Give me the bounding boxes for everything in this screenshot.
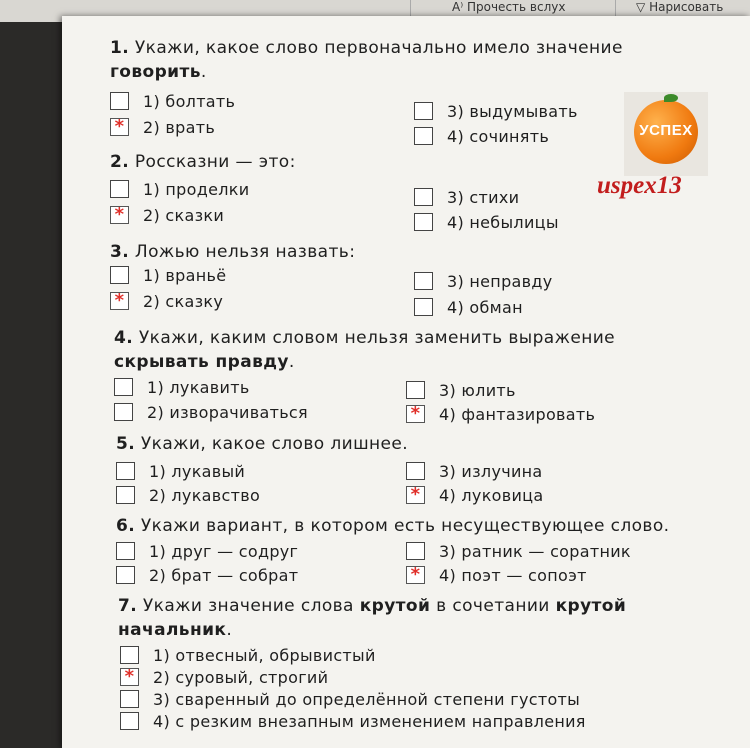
read-aloud-label: Прочесть вслух — [466, 0, 566, 14]
q1-option-3[interactable]: 3) выдумывать — [414, 100, 578, 122]
checkbox[interactable] — [116, 566, 135, 584]
q7-option-4[interactable]: 4) с резким внезапным изменением направления — [120, 710, 586, 732]
checkbox[interactable] — [116, 462, 135, 480]
q3-option-4[interactable]: 4) обман — [414, 296, 523, 318]
q6-option-3[interactable]: 3) ратник — соратник — [406, 540, 631, 562]
read-aloud-icon: A⁾ — [452, 0, 464, 14]
q5-option-3[interactable]: 3) излучина — [406, 460, 543, 482]
question-1-title-cont: говорить. — [110, 62, 207, 82]
q6-option-2[interactable]: 2) брат — собрат — [116, 564, 298, 586]
q1-option-2[interactable]: * 2) врать — [110, 116, 215, 138]
checkbox[interactable] — [110, 266, 129, 284]
q5-option-2[interactable]: 2) лукавство — [116, 484, 260, 506]
checkbox[interactable] — [114, 403, 133, 421]
checkbox[interactable] — [414, 272, 433, 290]
checkbox[interactable] — [406, 542, 425, 560]
asterisk-check-icon: * — [410, 564, 421, 585]
q4-option-4[interactable]: * 4) фантазировать — [406, 403, 595, 425]
question-7-title-cont: начальник. — [118, 620, 233, 640]
checkbox[interactable] — [406, 381, 425, 399]
checkbox[interactable] — [414, 298, 433, 316]
question-1-title: 1. Укажи, какое слово первоначально имело значение — [110, 38, 623, 58]
q3-option-2[interactable]: * 2) сказку — [110, 290, 223, 312]
checkbox[interactable] — [414, 102, 433, 120]
q5-option-1[interactable]: 1) лукавый — [116, 460, 245, 482]
checkbox-checked[interactable] — [406, 486, 425, 504]
checkbox[interactable] — [406, 462, 425, 480]
asterisk-check-icon: * — [124, 666, 135, 687]
q4-option-3[interactable]: 3) юлить — [406, 379, 516, 401]
q2-option-4[interactable]: 4) небылицы — [414, 211, 559, 233]
question-6-title: 6. Укажи вариант, в котором есть несуществующее слово. — [116, 516, 670, 536]
q7-option-1[interactable]: 1) отвесный, обрывистый — [120, 644, 376, 666]
checkbox[interactable] — [120, 646, 139, 664]
asterisk-check-icon: * — [114, 116, 125, 137]
question-4-title: 4. Укажи, каким словом нельзя заменить выражение — [114, 328, 616, 348]
q2-option-1[interactable]: 1) проделки — [110, 178, 249, 200]
checkbox[interactable] — [414, 188, 433, 206]
draw-label: Нарисовать — [649, 0, 724, 14]
q6-option-1[interactable]: 1) друг — содруг — [116, 540, 298, 562]
question-3-title: 3. Ложью нельзя назвать: — [110, 242, 356, 262]
checkbox[interactable] — [414, 213, 433, 231]
checkbox[interactable] — [110, 180, 129, 198]
checkbox-checked[interactable] — [406, 405, 425, 423]
asterisk-check-icon: * — [410, 484, 421, 505]
question-2-title: 2. Россказни — это: — [110, 152, 296, 172]
checkbox[interactable] — [414, 127, 433, 145]
q3-option-1[interactable]: 1) враньё — [110, 264, 226, 286]
question-7-phrase-part1: крутой — [555, 596, 627, 616]
checkbox-checked[interactable] — [120, 668, 139, 686]
asterisk-check-icon: * — [114, 204, 125, 225]
q5-option-4[interactable]: * 4) луковица — [406, 484, 543, 506]
q3-option-3[interactable]: 3) неправду — [414, 270, 553, 292]
checkbox[interactable] — [116, 486, 135, 504]
q2-option-3[interactable]: 3) стихи — [414, 186, 519, 208]
draw-icon: ▽ — [636, 0, 646, 14]
checkbox[interactable] — [110, 92, 129, 110]
checkbox[interactable] — [114, 378, 133, 396]
question-7-phrase-part2: начальник — [118, 620, 227, 640]
q1-option-1[interactable]: 1) болтать — [110, 90, 235, 112]
asterisk-check-icon: * — [114, 290, 125, 311]
leaf-icon — [664, 94, 678, 102]
checkbox-checked[interactable] — [110, 206, 129, 224]
asterisk-check-icon: * — [410, 403, 421, 424]
checkbox-checked[interactable] — [110, 292, 129, 310]
brand-watermark: uspex13 — [597, 172, 682, 199]
question-4-title-cont: скрывать правду. — [114, 352, 295, 372]
uspex-logo: УСПЕХ — [624, 92, 708, 176]
checkbox[interactable] — [116, 542, 135, 560]
question-7-title: 7. Укажи значение слова крутой в сочетании крутой — [118, 596, 627, 616]
q7-option-2[interactable]: * 2) суровый, строгий — [120, 666, 328, 688]
q4-option-1[interactable]: 1) лукавить — [114, 376, 250, 398]
q7-option-3[interactable]: 3) сваренный до определённой степени густоты — [120, 688, 580, 710]
q6-option-4[interactable]: * 4) поэт — сопоэт — [406, 564, 587, 586]
question-5-title: 5. Укажи, какое слово лишнее. — [116, 434, 409, 454]
q1-option-4[interactable]: 4) сочинять — [414, 125, 549, 147]
checkbox[interactable] — [120, 690, 139, 708]
checkbox-checked[interactable] — [406, 566, 425, 584]
checkbox-checked[interactable] — [110, 118, 129, 136]
q4-option-2[interactable]: 2) изворачиваться — [114, 401, 308, 423]
checkbox[interactable] — [120, 712, 139, 730]
q2-option-2[interactable]: * 2) сказки — [110, 204, 224, 226]
